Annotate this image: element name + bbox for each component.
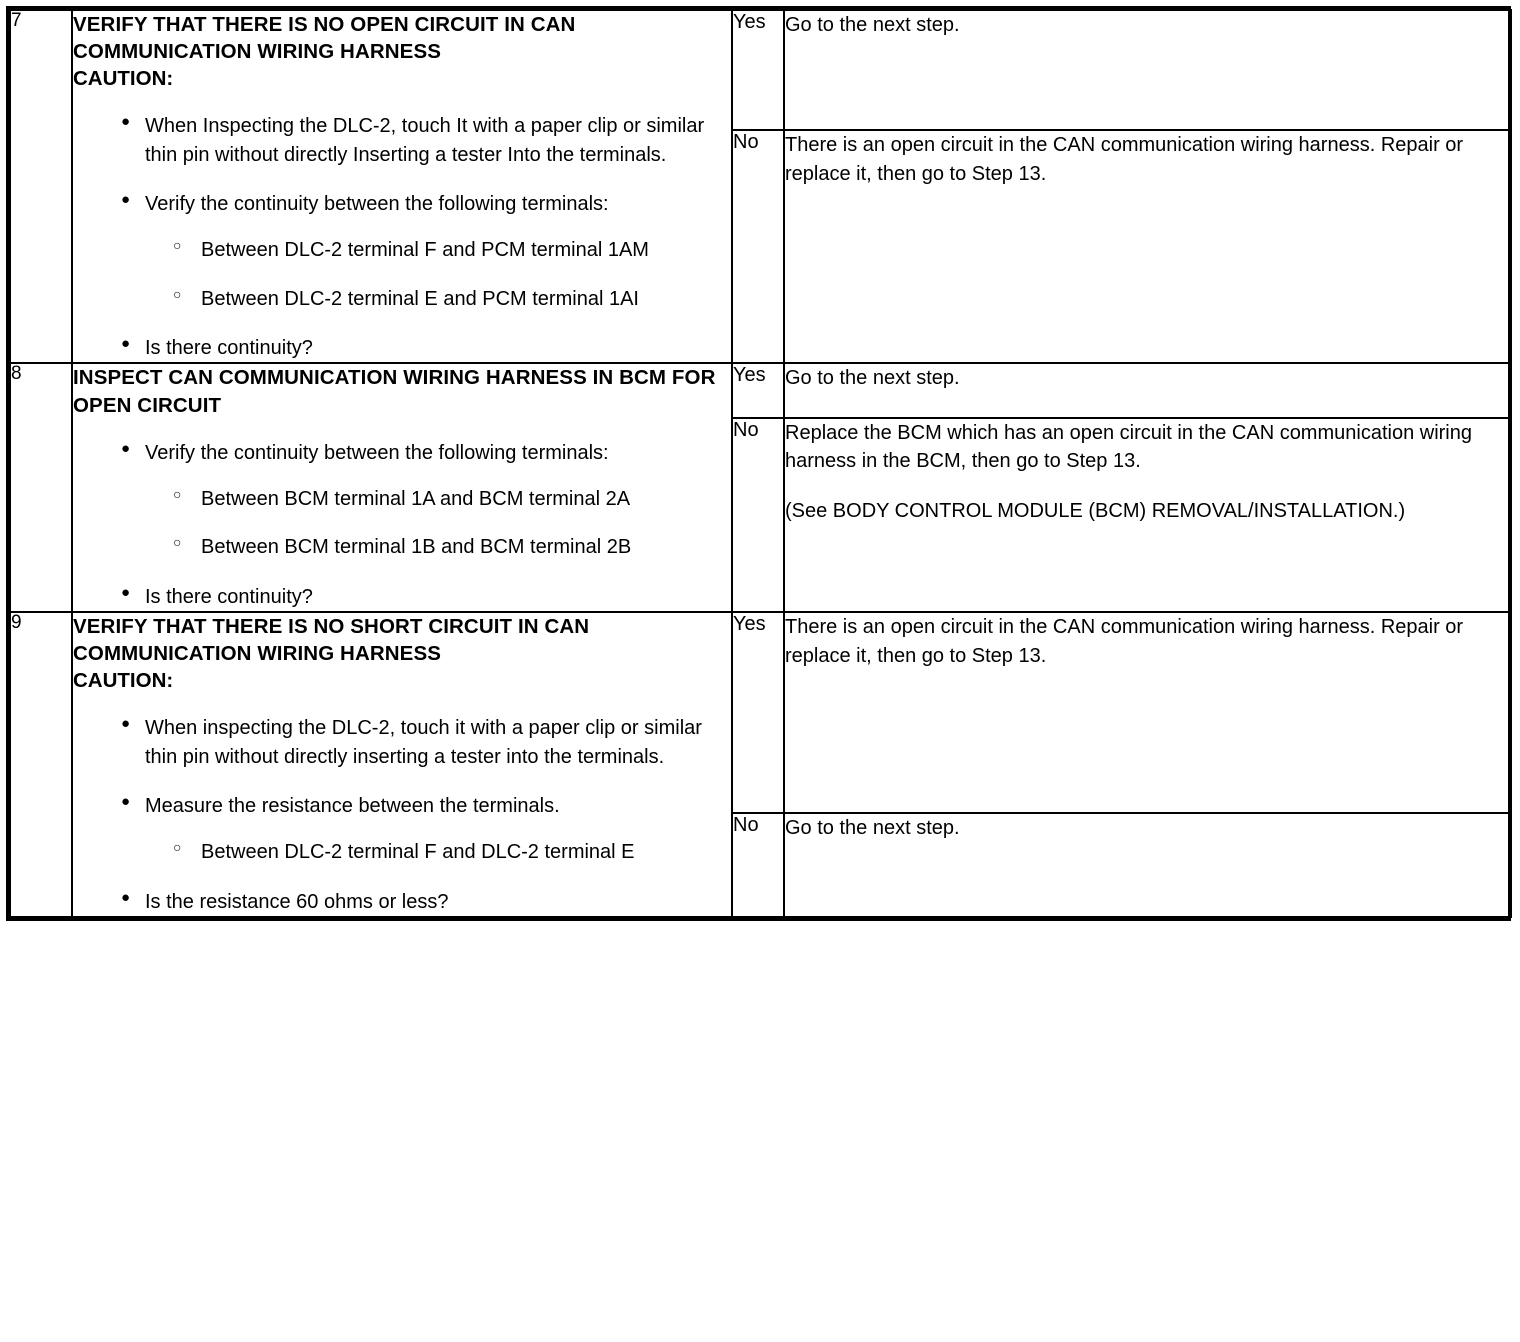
list-item — [73, 714, 731, 771]
bullet-text: Verify the continuity between the following terminals: — [145, 441, 609, 464]
bullet-text: Is there continuity? — [145, 585, 313, 608]
diagnostic-table-sheet — [6, 6, 1511, 921]
step-number: 9 — [10, 612, 72, 917]
action-text: There is an open circuit in the CAN communication wiring harness. Repair or replace it, then go to Step 13. — [785, 616, 1464, 667]
bullet-list — [73, 112, 731, 362]
action-reference: (See BODY CONTROL MODULE (BCM) REMOVAL/INSTALLATION.) — [785, 500, 1406, 523]
bullet-text: Is there continuity? — [145, 337, 313, 360]
list-item: ○ Between BCM terminal 1A and BCM terminal 2A — [145, 485, 731, 513]
bullet-text: Measure the resistance between the terminals. — [145, 795, 560, 818]
caution-label: CAUTION: — [73, 669, 174, 693]
caution-label: CAUTION: — [73, 67, 174, 91]
sub-bullet-list — [145, 236, 731, 313]
step-inspection-cell — [72, 612, 732, 917]
bullet-text: When Inspecting the DLC-2, touch It with a paper clip or similar thin pin without directly Inserting a tester Into the terminals. — [145, 115, 705, 166]
table-row — [10, 10, 1511, 130]
result-label-yes: Yes — [732, 363, 784, 417]
result-label-no: No — [732, 418, 784, 613]
result-label-yes: Yes — [732, 10, 784, 130]
action-cell-no — [784, 813, 1511, 917]
action-text: There is an open circuit in the CAN communication wiring harness. Repair or replace it, then go to Step 13. — [785, 134, 1464, 185]
list-item — [73, 112, 731, 169]
list-item — [73, 583, 731, 611]
table-row — [10, 612, 1511, 813]
bullet-text: Verify the continuity between the following terminals: — [145, 192, 609, 215]
list-item — [73, 190, 731, 313]
action-cell-no — [784, 418, 1511, 613]
step-inspection-cell — [72, 10, 732, 363]
action-cell-yes — [784, 10, 1511, 130]
list-item: ○ Between DLC-2 terminal E and PCM terminal 1AI — [145, 285, 731, 313]
list-item — [73, 334, 731, 362]
table-row — [10, 363, 1511, 417]
bullet-text: When inspecting the DLC-2, touch it with a paper clip or similar thin pin without directly inserting a tester into the terminals. — [145, 717, 702, 768]
diagnostic-procedure-table — [9, 9, 1512, 918]
step-title: VERIFY THAT THERE IS NO OPEN CIRCUIT IN CAN COMMUNICATION WIRING HARNESS — [73, 13, 576, 64]
step-title: VERIFY THAT THERE IS NO SHORT CIRCUIT IN CAN COMMUNICATION WIRING HARNESS — [73, 615, 590, 666]
bullet-list — [73, 439, 731, 612]
action-text: Go to the next step. — [785, 367, 960, 390]
action-cell-no — [784, 130, 1511, 363]
list-item — [73, 888, 731, 916]
step-inspection-cell — [72, 363, 732, 612]
step-title: INSPECT CAN COMMUNICATION WIRING HARNESS IN BCM FOR OPEN CIRCUIT — [73, 366, 716, 417]
bullet-list — [73, 714, 731, 916]
action-cell-yes — [784, 612, 1511, 813]
list-item: ○ Between DLC-2 terminal F and DLC-2 terminal E — [145, 838, 731, 866]
action-text: Go to the next step. — [785, 817, 960, 840]
list-item: ○ Between BCM terminal 1B and BCM terminal 2B — [145, 533, 731, 561]
list-item: ○ Between DLC-2 terminal F and PCM terminal 1AM — [145, 236, 731, 264]
sub-bullet-list — [145, 838, 731, 866]
step-number: 8 — [10, 363, 72, 612]
action-text: Replace the BCM which has an open circuit in the CAN communication wiring harness in the BCM, then go to Step 13. — [785, 421, 1472, 473]
result-label-no: No — [732, 813, 784, 917]
list-item — [73, 792, 731, 867]
action-text: Go to the next step. — [785, 14, 960, 36]
result-label-no: No — [732, 130, 784, 363]
list-item — [73, 439, 731, 562]
bullet-text: Is the resistance 60 ohms or less? — [145, 890, 449, 913]
result-label-yes: Yes — [732, 612, 784, 813]
action-cell-yes — [784, 363, 1511, 417]
step-number: 7 — [10, 10, 72, 363]
sub-bullet-list — [145, 485, 731, 562]
